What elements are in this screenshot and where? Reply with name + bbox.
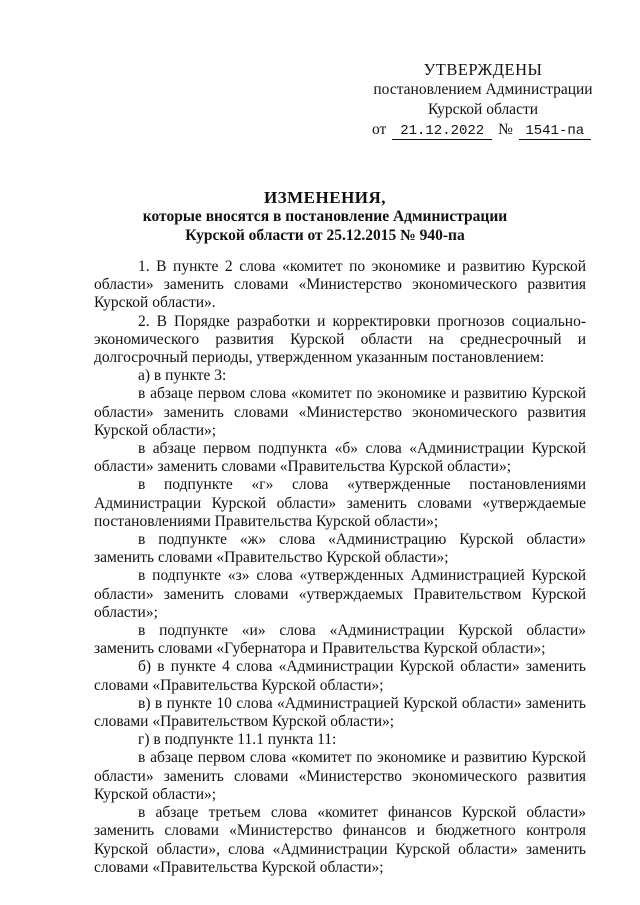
paragraph: в подпункте «ж» слова «Администрацию Курской области» заменить словами «Правительство Курской области»; [94,531,586,567]
paragraph: в абзаце третьем слова «комитет финансов Курской области» заменить словами «Министерство финансов и бюджетного контроля Курской области», слова «Администрации Курской области» заменить словами «Правительства Курской области»; [94,804,586,876]
from-label: от [372,121,387,138]
paragraph: в) в пункте 10 слова «Администрацией Курской области» заменить словами «Правительством Курской области»; [94,694,586,731]
approval-date-line [368,120,598,140]
paragraph: в абзаце первом подпункта «б» слова «Администрации Курской области» заменить словами «Правительства Курской области»; [94,440,586,476]
paragraph: б) в пункте 4 слова «Администрации Курской области» заменить словами «Правительства Курской области»; [94,658,586,694]
paragraph: а) в пункте 3: [138,367,227,385]
number-label: № [498,121,513,138]
approval-heading: УТВЕРЖДЕНЫ [423,60,543,79]
decree-date: 21.12.2022 [392,123,492,140]
paragraph: в подпункте «и» слова «Администрации Курской области» заменить словами «Губернатора и Правительства Курской области»; [94,622,586,658]
paragraph: в абзаце первом слова «комитет по экономике и развитию Курской области» заменить словами «Министерство экономического развития Курской области»; [94,749,586,803]
approval-stamp [368,60,598,140]
title-line-2: которые вносятся в постановление Администрации [142,208,508,225]
approval-line-1: постановлением Администрации [373,81,593,98]
paragraph: в подпункте «з» слова «утвержденных Администрацией Курской области» заменить словами «утверждаемых Правительством Курской области»; [94,567,586,621]
title-line-1: ИЗМЕНЕНИЯ, [263,188,387,207]
document-title [90,188,560,245]
paragraph: в подпункте «г» слова «утвержденные постановлениями Администрации Курской области» заменить словами «утверждаемые постановлениями Правительства Курской области»; [94,476,586,530]
paragraph: г) в подпункте 11.1 пункта 11: [138,731,337,749]
paragraph: в абзаце первом слова «комитет по экономике и развитию Курской области» заменить словами «Министерство экономического развития Курской области»; [94,385,586,439]
paragraph: 1. В пункте 2 слова «комитет по экономике и развитию Курской области» заменить словами «Министерство экономического развития Курской области». [94,258,586,312]
document-body [94,258,586,877]
approval-line-2: Курской области [427,101,539,118]
title-line-3: Курской области от 25.12.2015 № 940-па [185,227,465,244]
paragraph: 2. В Порядке разработки и корректировки прогнозов социально-экономического развития Курской области на среднесрочный и долгосрочный периоды, утвержденном указанным постановлением: [94,312,586,367]
decree-number: 1541-па [519,123,591,140]
